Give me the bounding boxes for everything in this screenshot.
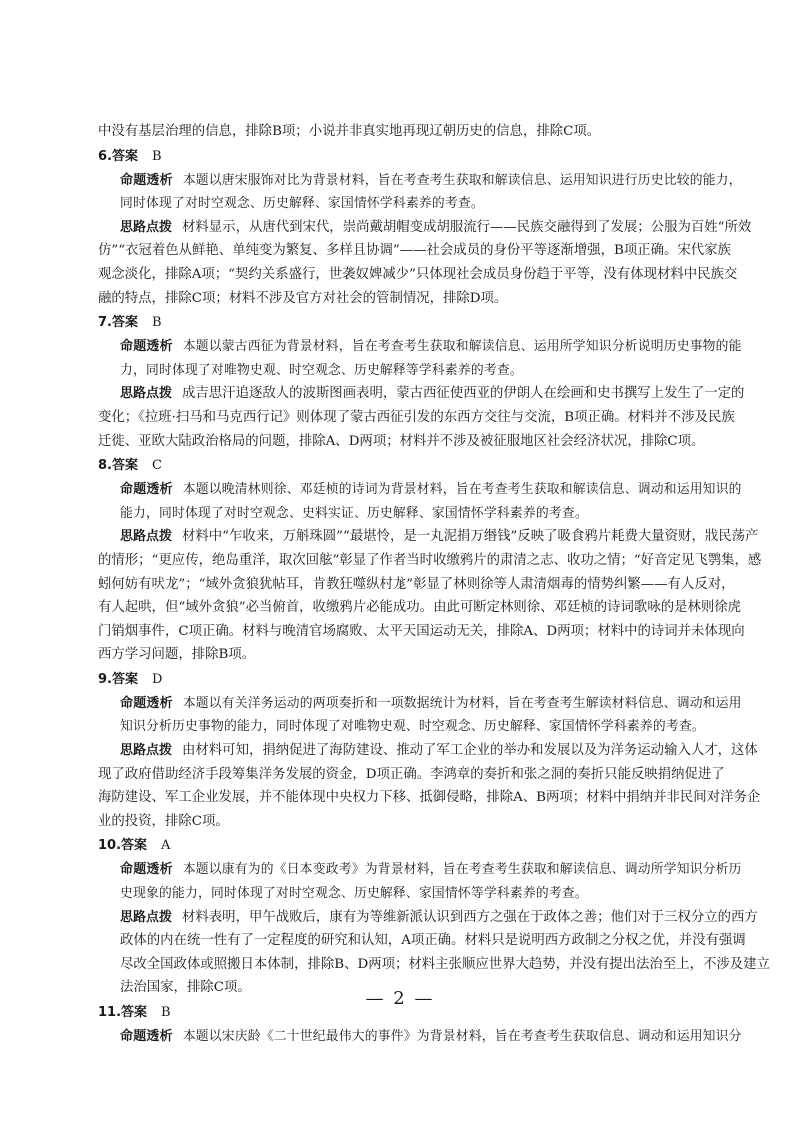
analysis-block-q7 xyxy=(98,335,745,406)
analysis-label: 命题透析 xyxy=(120,695,173,711)
question-number: 7. xyxy=(98,315,112,331)
answer-header-q7 xyxy=(98,311,698,335)
answer-letter: B xyxy=(161,1005,171,1020)
hint-label: 思路点拨 xyxy=(120,909,173,925)
hint-text: 海防建设、军工企业发展，并不能体现中央权力下移、抵御侵略，排除A、B两项；材料中捐纳并非民间对洋务企 xyxy=(98,790,761,806)
answer-letter: D xyxy=(152,671,163,687)
hint-text: 由材料可知，捐纳促进了海防建设、推动了军工企业的举办和发展以及为洋务运动输入人才，这体 xyxy=(182,743,758,759)
answer-label: 答案 xyxy=(121,838,148,854)
analysis-block-q11 xyxy=(98,1025,742,1049)
question-number: 8. xyxy=(98,458,112,474)
analysis-text: 本题以蒙古西征为背景材料，旨在考查考生获取和解读信息、运用所学知识分析说明历史事物的能 xyxy=(182,339,742,355)
hint-label: 思路点拨 xyxy=(120,219,173,235)
answer-header-q8 xyxy=(98,454,698,478)
analysis-block-q8 xyxy=(98,478,759,549)
answer-label: 答案 xyxy=(111,148,138,164)
analysis-label: 命题透析 xyxy=(120,482,173,498)
question-number: 9. xyxy=(98,671,112,687)
hint-text: 材料显示，从唐代到宋代，崇尚戴胡帽变成胡服流行——民族交融得到了发展；公服为百姓“所效 xyxy=(182,219,752,235)
hint-label: 思路点拨 xyxy=(120,743,173,759)
hint-text: 政体的内在统一性有了一定程度的研究和认知，A项正确。材料只是说明西方政制之分权之优，并没有强调 xyxy=(120,933,746,949)
analysis-label: 命题透析 xyxy=(120,862,173,878)
analysis-text: 同时体现了对时空观念、历史解释、家国情怀学科素养的考查。 xyxy=(120,196,484,212)
answer-label: 答案 xyxy=(111,458,138,474)
answer-header-q6 xyxy=(98,145,698,169)
hint-text: 材料中“乍收来，万斛珠圆”“最堪怜，是一丸泥捐万缗钱”反映了吸食鸦片耗费大量资财，戕民荡产 xyxy=(182,529,759,545)
question-number: 10. xyxy=(98,838,122,854)
page-number: — 2 — xyxy=(365,988,435,1009)
hint-text: 仿”“衣冠着色从鲜艳、单纯变为繁复、多样且协调”——社会成员的身份平等逐渐增强，B项正确。宋代家族 xyxy=(98,243,731,259)
answer-letter: C xyxy=(152,458,162,474)
analysis-block-q9 xyxy=(98,692,758,763)
analysis-label: 命题透析 xyxy=(120,172,173,188)
hint-text: 现了政府借助经济手段筹集洋务发展的资金，D项正确。李鸿章的奏折和张之洞的奏折只能反映捐纳促进了 xyxy=(98,766,725,782)
question-number: 11. xyxy=(98,1005,122,1020)
hint-text: 观念淡化，排除A项；“契约关系盛行，世袭奴婢减少”只体现社会成员身份趋于平等，没有体现材料中民族交 xyxy=(98,266,738,282)
analysis-text: 本题以有关洋务运动的两项奏折和一项数据统计为材料，旨在考查考生解读材料信息、调动和运用 xyxy=(182,695,742,711)
answer-label: 答案 xyxy=(111,315,138,331)
answer-letter: B xyxy=(152,315,162,331)
hint-text: 融的特点，排除C项；材料不涉及官方对社会的管制情况，排除D项。 xyxy=(98,290,508,306)
hint-text: 法治国家，排除C项。 xyxy=(120,980,251,996)
hint-label: 思路点拨 xyxy=(120,386,173,402)
analysis-text: 知识分析历史事物的能力，同时体现了对唯物史观、时空观念、历史解释、家国情怀学科素养的考查。 xyxy=(120,719,705,735)
analysis-label: 命题透析 xyxy=(120,339,173,355)
analysis-text: 力，同时体现了对唯物史观、时空观念、历史解释等学科素养的考查。 xyxy=(120,362,523,378)
answer-header-q10 xyxy=(98,834,698,858)
analysis-text: 本题以晚清林则徐、邓廷桢的诗词为背景材料，旨在考查考生获取和解读信息、调动和运用知识的 xyxy=(182,482,742,498)
analysis-text: 史现象的能力，同时体现了对时空观念、历史解释、家国情怀等学科素养的考查。 xyxy=(120,886,588,902)
hint-text: 变化；《拉班·扫马和马克西行记》则体现了蒙古西征引发的东西方交往与交流，B项正确。材料并不涉及民族 xyxy=(98,409,735,425)
hint-label: 思路点拨 xyxy=(120,529,173,545)
analysis-text: 本题以宋庆龄《二十世纪最伟大的事件》为背景材料，旨在考查考生获取信息、调动和运用知识分 xyxy=(182,1029,742,1044)
hint-text: 尽改全国政体或照搬日本体制，排除B、D两项；材料主张顺应世界大趋势，并没有提出法治至上，不涉及建立 xyxy=(120,956,770,972)
analysis-block-q10 xyxy=(98,858,770,1000)
answer-header-q9 xyxy=(98,668,698,692)
analysis-text: 本题以唐宋服饰对比为背景材料，旨在考查考生获取和解读信息、运用知识进行历史比较的能力， xyxy=(182,172,742,188)
text-line: 中没有基层治理的信息，排除B项；小说并非真实地再现辽朝历史的信息，排除C项。 xyxy=(98,124,601,139)
hint-text: 业的投资，排除C项。 xyxy=(98,813,229,829)
analysis-label: 命题透析 xyxy=(120,1029,173,1044)
answer-letter: B xyxy=(152,148,162,164)
hint-text: 有人起哄，但“域外贪狼”必当俯首，收缴鸦片必能成功。由此可断定林则徐、邓廷桢的诗词歌咏的是林则徐虎 xyxy=(98,600,742,616)
analysis-block-q6 xyxy=(98,169,752,240)
hint-text: 蚓何妨有吠龙”；“域外贪狼犹帖耳，肯教狂噬纵村尨”彰显了林则徐等人肃清烟毒的情势纠繁——有人反对， xyxy=(98,576,735,592)
answer-label: 答案 xyxy=(111,671,138,687)
question-number: 6. xyxy=(98,148,112,164)
hint-text: 的情形；“更应传，绝岛重洋，取次回舷”彰显了作者当时收缴鸦片的肃清之志、收功之情；“好音定见飞鹗集，感 xyxy=(98,552,762,568)
analysis-text: 能力，同时体现了对时空观念、史料实证、历史解释、家国情怀学科素养的考查。 xyxy=(120,505,588,521)
hint-text: 成吉思汗追逐敌人的波斯图画表明，蒙古西征使西亚的伊朗人在绘画和史书撰写上发生了一定的 xyxy=(182,386,745,402)
analysis-text: 本题以康有为的《日本变政考》为背景材料，旨在考查考生获取和解读信息、调动所学知识分析历 xyxy=(182,862,742,878)
hint-text: 门销烟事件，C项正确。材料与晚清官场腐败、太平天国运动无关，排除A、D两项；材料中的诗词并未体现向 xyxy=(98,623,745,639)
hint-text: 迁徙、亚欧大陆政治格局的问题，排除A、D两项；材料并不涉及被征服地区社会经济状况，排除C项。 xyxy=(98,433,705,449)
hint-text: 材料表明，甲午战败后，康有为等维新派认识到西方之强在于政体之善；他们对于三权分立的西方 xyxy=(182,909,758,925)
document-page xyxy=(98,120,770,1049)
answer-letter: A xyxy=(161,838,171,854)
answer-label: 答案 xyxy=(121,1005,148,1020)
hint-text: 西方学习问题，排除B项。 xyxy=(98,647,256,663)
